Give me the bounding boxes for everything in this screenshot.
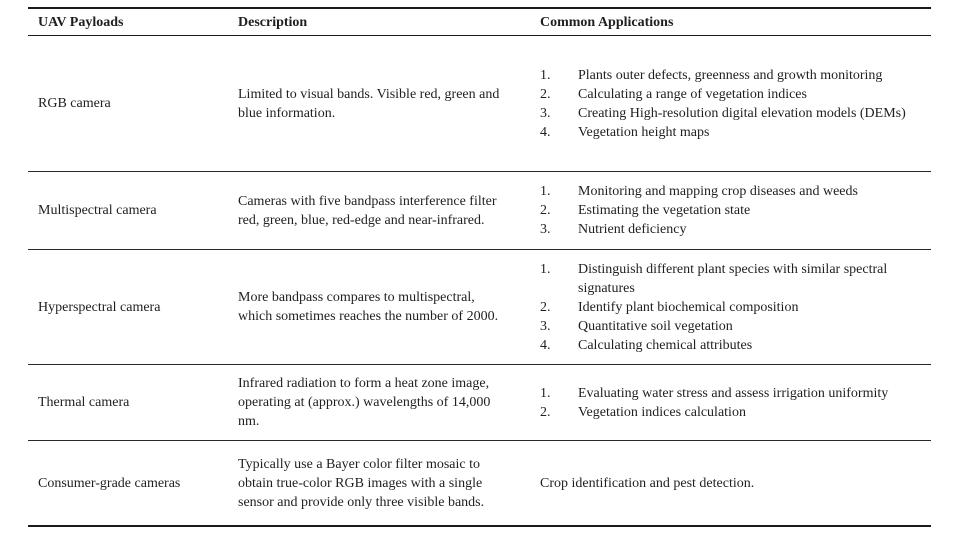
application-item — [540, 66, 929, 85]
application-text: Distinguish different plant species with similar spectral signatures — [578, 261, 888, 296]
application-text: Nutrient deficiency — [578, 222, 687, 237]
application-number: 1. — [540, 184, 551, 199]
payload-cell: Hyperspectral camera — [38, 299, 161, 315]
description-cell: Limited to visual bands. Visible red, green and blue information. — [238, 86, 500, 121]
application-text-plain: Crop identification and pest detection. — [540, 475, 755, 491]
col-header-common-applications: Common Applications — [540, 14, 674, 30]
table-row-consumer-grade-cameras — [28, 441, 931, 525]
application-text: Estimating the vegetation state — [578, 203, 751, 218]
application-text: Quantitative soil vegetation — [578, 318, 733, 334]
application-text: Vegetation height maps — [578, 124, 710, 140]
description-cell: Typically use a Bayer color filter mosaic to obtain true-color RGB images with a single sensor and provide only three visible bands. — [238, 456, 485, 510]
applications-cell — [540, 365, 931, 440]
application-item — [540, 104, 929, 123]
applications-list — [540, 66, 929, 142]
application-item — [540, 85, 929, 104]
payload-cell: Thermal camera — [38, 395, 130, 410]
application-number: 1. — [540, 385, 551, 401]
application-number: 2. — [540, 404, 551, 420]
uav-payloads-table — [28, 7, 931, 527]
application-item — [540, 336, 929, 355]
applications-cell — [540, 250, 931, 364]
application-item — [540, 182, 929, 201]
application-item — [540, 201, 929, 220]
applications-cell — [540, 172, 931, 249]
application-text: Calculating a range of vegetation indices — [578, 86, 807, 102]
application-text: Identify plant biochemical composition — [578, 299, 799, 315]
application-number: 3. — [540, 105, 551, 121]
application-number: 4. — [540, 124, 551, 140]
application-number: 2. — [540, 86, 551, 102]
table-row-hyperspectral-camera — [28, 250, 931, 365]
applications-list — [540, 384, 929, 422]
table-row-thermal-camera — [28, 365, 931, 441]
col-header-description: Description — [238, 14, 308, 30]
application-number: 1. — [540, 261, 551, 277]
application-text: Creating High-resolution digital elevation models (DEMs) — [578, 105, 906, 121]
application-number: 4. — [540, 337, 551, 353]
col-header-uav-payloads: UAV Payloads — [38, 14, 124, 30]
application-text: Calculating chemical attributes — [578, 337, 753, 353]
application-text: Monitoring and mapping crop diseases and weeds — [578, 184, 858, 199]
payload-cell: Multispectral camera — [38, 203, 157, 218]
payload-cell: Consumer-grade cameras — [38, 475, 181, 491]
application-number: 3. — [540, 222, 551, 237]
applications-list — [540, 260, 929, 355]
applications-cell — [540, 36, 931, 171]
application-item — [540, 123, 929, 142]
application-number: 1. — [540, 67, 551, 83]
table-row-rgb-camera — [28, 36, 931, 172]
application-text: Plants outer defects, greenness and growth monitoring — [578, 67, 883, 83]
application-item — [540, 317, 929, 336]
table-row-multispectral-camera — [28, 172, 931, 250]
applications-cell — [540, 441, 931, 525]
application-item — [540, 403, 929, 422]
application-number: 2. — [540, 203, 551, 218]
description-cell: Cameras with five bandpass interference filter red, green, blue, red-edge and near-infrared. — [238, 193, 497, 228]
application-text: Evaluating water stress and assess irrigation uniformity — [578, 385, 889, 401]
application-item — [540, 260, 929, 298]
application-number: 2. — [540, 299, 551, 315]
description-cell: Infrared radiation to form a heat zone image, operating at (approx.) wavelengths of 14,000 nm. — [238, 376, 491, 429]
application-number: 3. — [540, 318, 551, 334]
payload-cell: RGB camera — [38, 96, 111, 111]
application-item — [540, 384, 929, 403]
table-header-row — [28, 9, 931, 36]
description-cell: More bandpass compares to multispectral, which sometimes reaches the number of 2000. — [238, 290, 499, 324]
application-item — [540, 298, 929, 317]
applications-list — [540, 182, 929, 239]
application-item — [540, 220, 929, 239]
application-text: Vegetation indices calculation — [578, 404, 746, 420]
